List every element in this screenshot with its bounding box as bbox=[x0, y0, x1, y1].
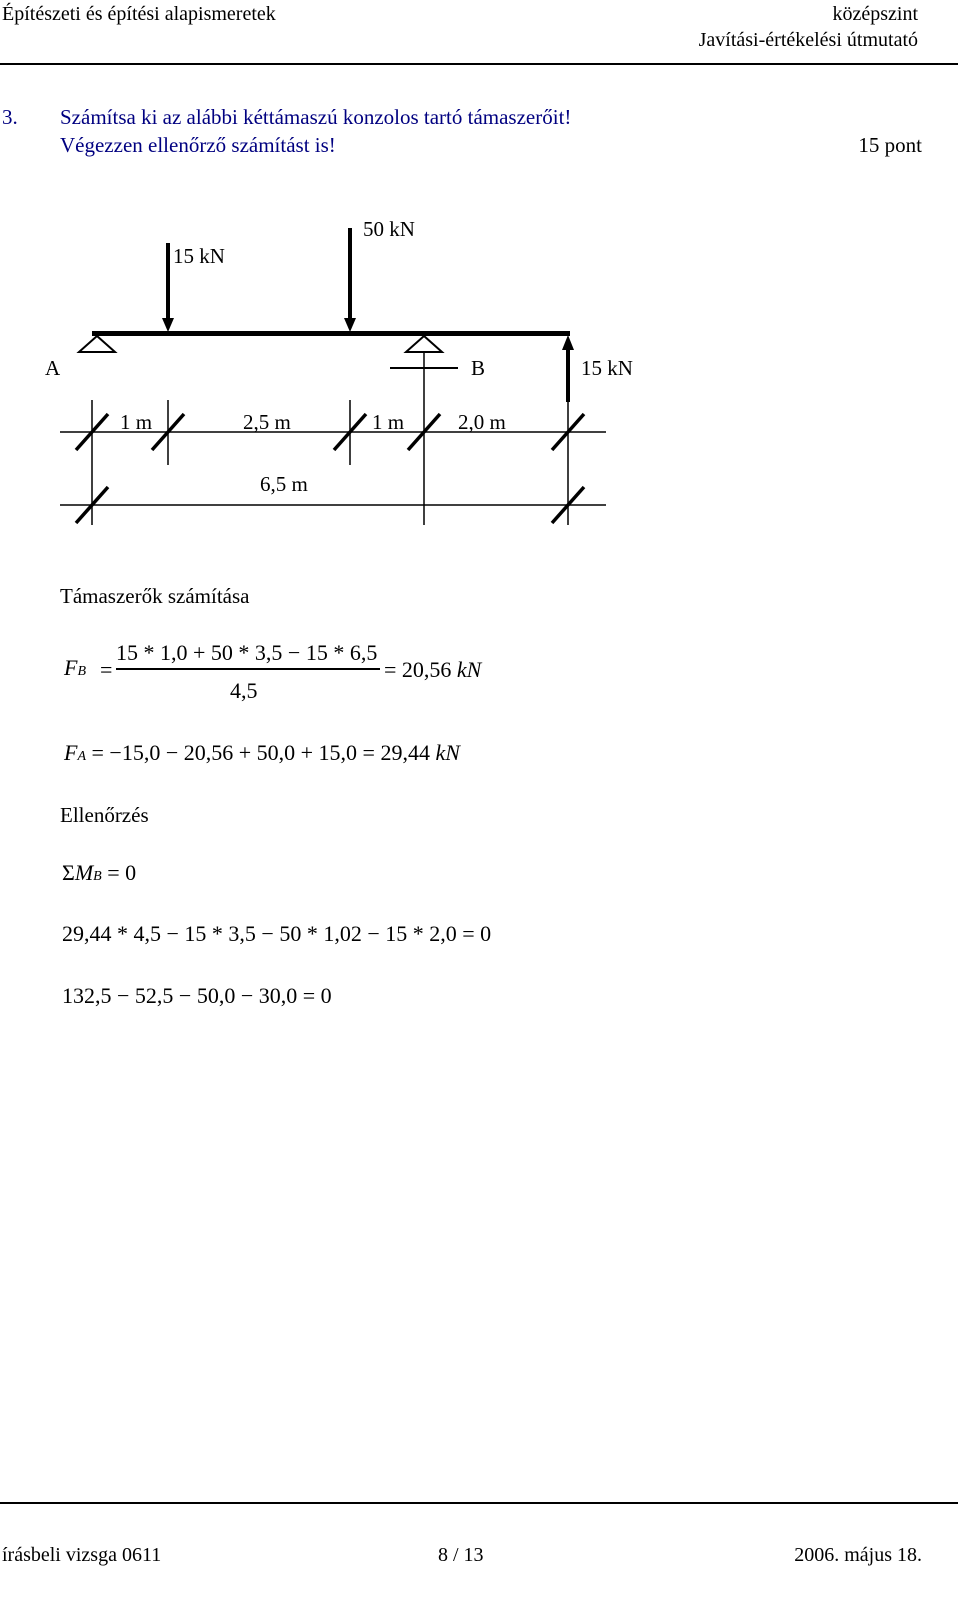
dimension-ticks bbox=[76, 414, 584, 523]
fa-formula bbox=[64, 740, 460, 766]
load-left-label: 15 kN bbox=[173, 244, 225, 268]
fb-denominator: 4,5 bbox=[230, 678, 258, 703]
sigma-symbol: Σ bbox=[62, 860, 75, 885]
dimension-label-total: 6,5 m bbox=[260, 472, 308, 496]
support-b-label: B bbox=[471, 356, 486, 380]
footer-exam: írásbeli vizsga 0611 bbox=[2, 1544, 162, 1566]
load-right-label: 15 kN bbox=[581, 356, 633, 380]
dimension-label-2: 2,5 m bbox=[243, 410, 291, 434]
fb-equals: = bbox=[100, 657, 113, 682]
calc-heading: Támaszerők számítása bbox=[60, 584, 250, 608]
fa-expression: = −15,0 − 20,56 + 50,0 + 15,0 = 29,44 bbox=[91, 740, 430, 765]
moment-subscript: B bbox=[93, 869, 102, 884]
load-mid-label: 50 kN bbox=[363, 217, 415, 241]
fb-symbol: F bbox=[64, 655, 78, 680]
fa-subscript: A bbox=[77, 749, 87, 764]
check-line-1: 29,44 * 4,5 − 15 * 3,5 − 50 * 1,02 − 15 * 2,0 = 0 bbox=[62, 921, 492, 946]
footer-page-number: 8 / 13 bbox=[438, 1544, 484, 1566]
sum-moment-rest: = 0 bbox=[107, 860, 137, 885]
fb-formula-label bbox=[64, 655, 86, 681]
sum-moment-formula bbox=[62, 860, 136, 886]
beam bbox=[92, 331, 570, 336]
header-guide: Javítási-értékelési útmutató bbox=[698, 29, 918, 51]
support-a-label: A bbox=[45, 356, 61, 380]
fa-symbol: F bbox=[64, 740, 78, 765]
dimension-label-3: 1 m bbox=[372, 410, 405, 434]
task-points: 15 pont bbox=[858, 133, 922, 157]
header-level: középszint bbox=[832, 3, 918, 25]
check-line-2: 132,5 − 52,5 − 50,0 − 30,0 = 0 bbox=[62, 983, 332, 1008]
task-number: 3. bbox=[2, 105, 18, 129]
moment-symbol: M bbox=[74, 860, 94, 885]
dimension-label-4: 2,0 m bbox=[458, 410, 506, 434]
fb-unit: kN bbox=[456, 657, 482, 682]
fa-unit: kN bbox=[435, 740, 460, 765]
load-arrow-right bbox=[562, 335, 574, 402]
fb-numerator: 15 * 1,0 + 50 * 3,5 − 15 * 6,5 bbox=[116, 640, 378, 665]
footer-date: 2006. május 18. bbox=[794, 1544, 922, 1566]
fb-result bbox=[384, 657, 481, 683]
fb-subscript: B bbox=[77, 664, 87, 679]
dimension-label-1: 1 m bbox=[120, 410, 153, 434]
check-heading: Ellenőrzés bbox=[60, 803, 149, 827]
header-subject: Építészeti és építési alapismeretek bbox=[2, 3, 276, 25]
support-a-icon bbox=[79, 336, 115, 352]
beam-diagram bbox=[0, 0, 960, 560]
task-line2: Végezzen ellenőrző számítást is! bbox=[60, 133, 336, 157]
task-line1: Számítsa ki az alábbi kéttámaszú konzolos tartó támaszerőit! bbox=[60, 105, 572, 129]
fb-result-value: = 20,56 bbox=[384, 657, 452, 682]
fraction-bar bbox=[116, 668, 380, 670]
load-arrow-middle bbox=[344, 228, 356, 332]
footer-rule bbox=[0, 1502, 958, 1504]
